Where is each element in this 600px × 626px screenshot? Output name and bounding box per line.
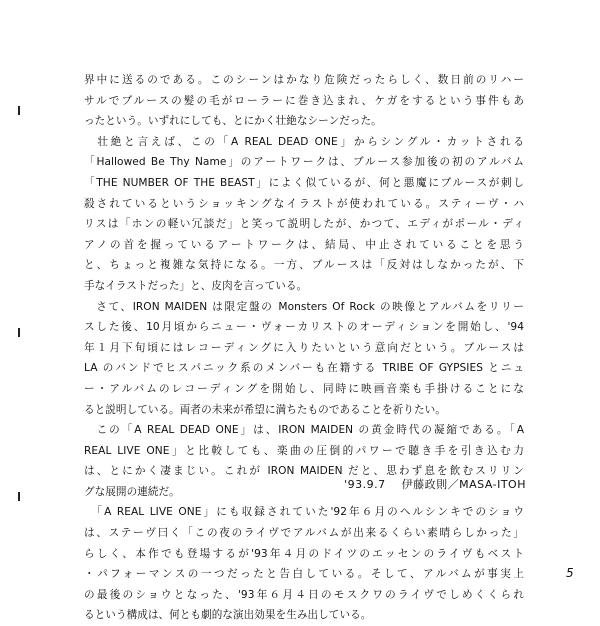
margin-mark-top <box>18 106 20 115</box>
margin-mark-middle <box>18 328 20 337</box>
paragraph <box>84 297 524 421</box>
text-line: 「Hallowed Be Thy Name」のアートワークは、ブルース参加後の初のアルバム <box>84 156 524 169</box>
text-line: スした後、10月頃からニュー・ヴォーカリストのオーディションを開始し、'94 <box>84 321 524 334</box>
paragraph <box>84 132 524 297</box>
page-number: 5 <box>566 566 574 580</box>
text-line: らしく、本作でも登場するが'93年４月のドイツのエッセンのライヴもベスト <box>84 547 524 560</box>
text-line: グな展開の連続だ。 <box>84 485 180 498</box>
text-line: この「A REAL DEAD ONE」は、IRON MAIDEN の黄金時代の凝縮である。「A <box>84 424 524 437</box>
text-line: 手なイラストだった」と、皮肉を言っている。 <box>84 279 308 292</box>
margin-mark-bottom <box>18 492 20 501</box>
text-line: 界中に送るのである。このシーンはかなり危険だったらしく、数日前のリハー <box>84 74 524 86</box>
text-line: るという構成は、何とも劇的な演出効果を生み出している。 <box>84 609 372 622</box>
article-body <box>84 70 524 626</box>
text-line: アノの首を握っているアートワークは、結局、中止されていることを思う <box>84 238 524 251</box>
text-line: と、ちょっと複雑な気持になる。一方、ブルースは「反対はしなかったが、下 <box>84 259 524 272</box>
text-line: 「A REAL LIVE ONE」にも収録されていた'92年６月のヘルシンキでのショウ <box>84 506 524 519</box>
paragraph <box>84 70 524 132</box>
signature <box>344 476 526 492</box>
text-line: さて、IRON MAIDEN は限定盤の Monsters Of Rock の映像とアルバムをリリー <box>84 300 524 313</box>
text-line: の最後のショウとなった、'93年６月４日のモスクワのライヴでしめくくられ <box>84 588 524 601</box>
text-line: リスは「ホンの軽い冗談だ」と笑って説明したが、かつて、エディがポール・ディ <box>84 218 524 231</box>
text-line: は、とにかく凄まじい。これが IRON MAIDEN だと、思わず息を飲むスリリン <box>84 465 524 478</box>
text-line: 壮絶と言えば、この「A REAL DEAD ONE」からシングル・カットされる <box>84 135 524 148</box>
text-line: 年１月下旬頃にはレコーディングに入りたいという意向だという。ブルースは <box>84 341 524 354</box>
signature-date: '93.9.7 <box>344 478 386 491</box>
signature-author: 伊藤政則／MASA-ITOH <box>401 478 526 491</box>
text-line: 殺されているというショッキングなイラストが使われている。スティーヴ・ハ <box>84 197 524 210</box>
text-line: ・パフォーマンスの一つだったと告白している。そして、アルバムが事実上 <box>84 568 524 581</box>
text-line: ると説明している。両者の未来が希望に満ちたものであることを祈りたい。 <box>84 403 446 416</box>
text-line: 「THE NUMBER OF THE BEAST」によく似ているが、何と悪魔にブルースが刺し <box>84 176 524 189</box>
text-line: ー・アルバムのレコーディングを開始し、同時に映画音楽も手掛けることにな <box>84 382 524 395</box>
text-line: LA のバンドでヒスパニック系のメンバーも在籍する TRIBE OF GYPSIES とニュ <box>84 362 524 375</box>
text-line: REAL LIVE ONE」と比較しても、楽曲の圧倒的パワーで聴き手を引き込む力 <box>84 444 524 457</box>
text-line: ったという。いずれにしても、とにかく壮絶なシーンだった。 <box>84 115 382 128</box>
text-line: サルでブルースの髪の毛がローラーに巻き込まれ、ケガをするという事件もあ <box>84 94 524 107</box>
text-line: は、ステーヴ曰く「この夜のライヴでアルバムが出来るくらい素晴らしかった」 <box>84 527 524 540</box>
paragraph <box>84 502 524 626</box>
